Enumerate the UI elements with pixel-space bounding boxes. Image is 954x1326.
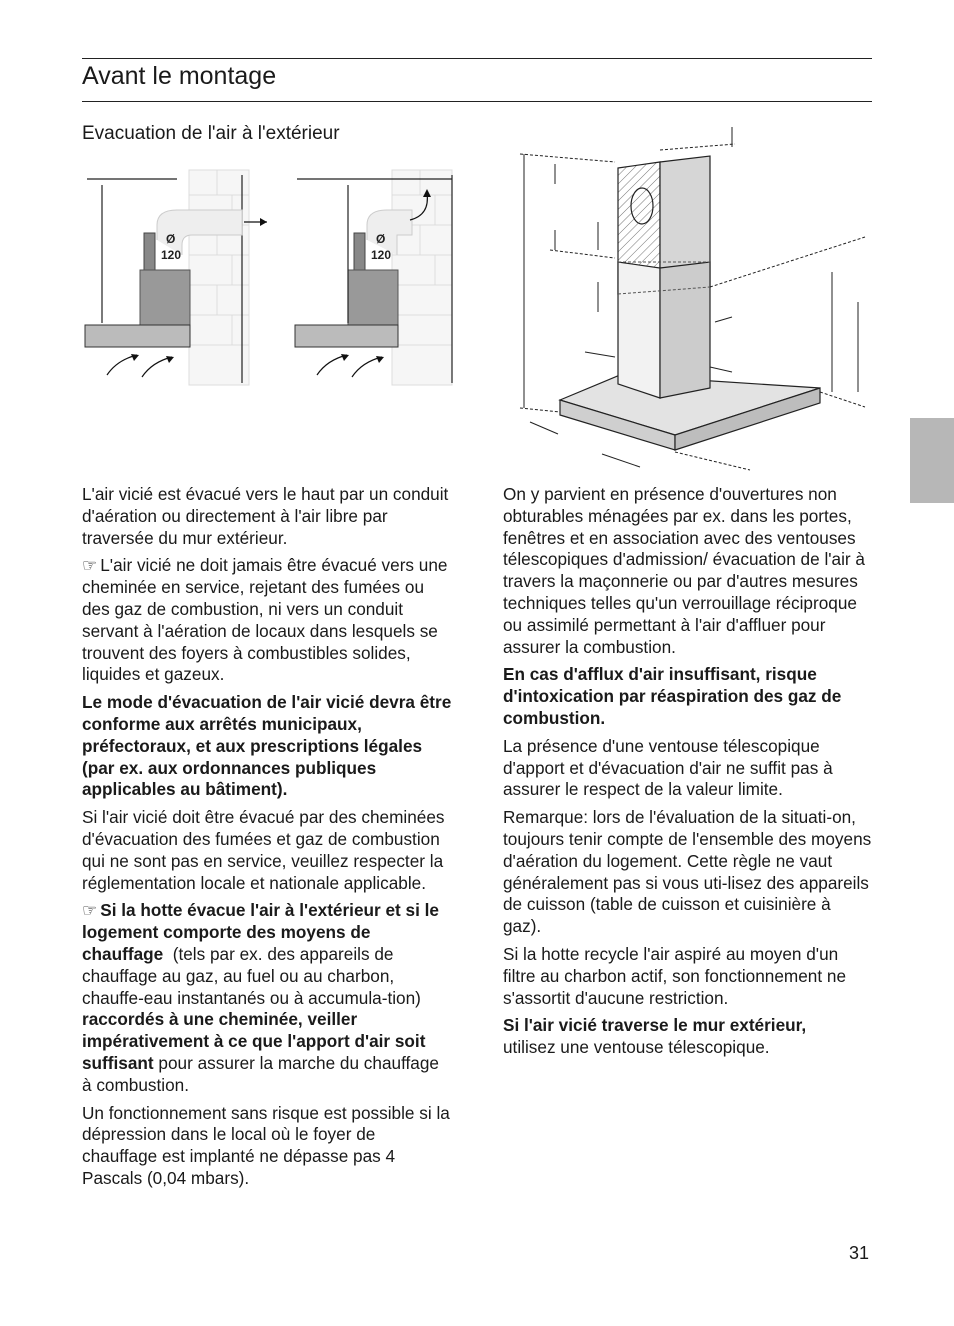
chimney-outlet xyxy=(144,233,155,271)
brick-wall xyxy=(189,170,249,385)
left-column xyxy=(82,484,452,1196)
diameter-symbol: Ø xyxy=(166,232,176,246)
pointing-hand-icon: ☞ xyxy=(82,901,98,921)
page-title: Avant le montage xyxy=(82,62,277,90)
diagram-hood-dimensions xyxy=(510,122,870,472)
bold-paragraph: Le mode d'évacuation de l'air vicié devra être conforme aux arrêtés municipaux, préfectoraux, et aux prescriptions légales (par ex. aux ordonnances publiques applicables au bâtiment). xyxy=(82,692,452,800)
pointing-hand-icon: ☞ xyxy=(82,556,98,576)
paragraph: Remarque: lors de l'évaluation de la situati-on, toujours tenir compte de l'ensemble des moyens d'aération du logement. Cette règle ne vaut généralement pas si vous uti-lisez des appareils de cuisson (table de cuisson et cuisinière à gaz). xyxy=(503,807,872,937)
paragraph: Si l'air vicié doit être évacué par des cheminées d'évacuation des fumées et gaz de combustion qui ne sont pas en service, veuillez respecter la réglementation locale et nationale applicable. xyxy=(82,807,445,893)
warning-paragraph: ☞ L'air vicié ne doit jamais être évacué vers une cheminée en service, rejetant des fumées ou des gaz de combustion, ni vers un conduit servant à l'aération de locaux dans lesquels se trouvent des foyers à combustibles solides, liquides et gazeux. xyxy=(82,555,448,685)
paragraph: Si l'air vicié traverse le mur extérieur, utilisez une ventouse télescopique. xyxy=(503,1015,807,1058)
hood-body xyxy=(140,270,190,328)
header-rule-top xyxy=(82,58,872,59)
page-number: 31 xyxy=(849,1243,870,1263)
air-intake-arrow-1 xyxy=(107,355,137,375)
right-column xyxy=(503,484,873,1065)
paragraph: Un fonctionnement sans risque est possible si la dépression dans le local où le foyer de chauffage est implanté ne dépasse pas 4 Pascals (0,04 mbars). xyxy=(82,1102,450,1188)
bold-paragraph: En cas d'afflux d'air insuffisant, risque d'intoxication par réaspiration des gaz de combustion. xyxy=(503,664,842,728)
chimney-outlet xyxy=(354,233,365,271)
paragraph: La présence d'une ventouse télescopique d'apport et d'évacuation d'air ne suffit pas à assurer le respect de la valeur limite. xyxy=(503,735,833,800)
paragraph: L'air vicié est évacué vers le haut par un conduit d'aération ou directement à l'air libre par traversée du mur extérieur. xyxy=(82,484,449,548)
chimney-lower xyxy=(618,262,660,398)
chapter-tab xyxy=(910,418,954,503)
air-intake-arrow-1 xyxy=(317,355,347,375)
hood-body xyxy=(348,270,398,328)
paragraph: Si la hotte recycle l'air aspiré au moyen d'un filtre au charbon actif, son fonctionnement ne s'assortit d'aucune restriction. xyxy=(503,943,847,1008)
diameter-value: 120 xyxy=(371,248,392,262)
hood-canopy xyxy=(295,325,398,347)
air-intake-arrow-2 xyxy=(352,357,382,377)
diameter-symbol: Ø xyxy=(376,232,386,246)
diagram-wall-exhaust xyxy=(82,165,272,390)
hood-canopy xyxy=(85,325,190,347)
diagram-upward-exhaust xyxy=(292,165,462,390)
brick-wall xyxy=(392,170,452,385)
air-intake-arrow-2 xyxy=(142,357,172,377)
header-rule-bottom xyxy=(82,101,872,102)
paragraph: On y parvient en présence d'ouvertures non obturables ménagées par ex. dans les portes, fenêtres et en association avec des ventouses télescopiques d'admission/ évacuation de l'air à travers la maçonnerie ou par d'autres mesures techniques telles qu'un verrouillage réciproque ou assimilé permettant à l'air d'affluer pour assurer la combustion. xyxy=(503,484,865,657)
warning-paragraph: ☞ Si la hotte évacue l'air à l'extérieur et si le logement comporte des moyens de chauffage (tels par ex. des appareils de chauffage au gaz, au fuel ou au charbon, chauffe-eau instantanés ou à accumula-tion) raccordés à une cheminée, veiller impérativement à ce que l'apport d'air soit suffisant pour assurer la marche du chauffage à combustion. xyxy=(82,900,439,1095)
diameter-value: 120 xyxy=(161,248,182,262)
section-title: Evacuation de l'air à l'extérieur xyxy=(82,123,340,144)
